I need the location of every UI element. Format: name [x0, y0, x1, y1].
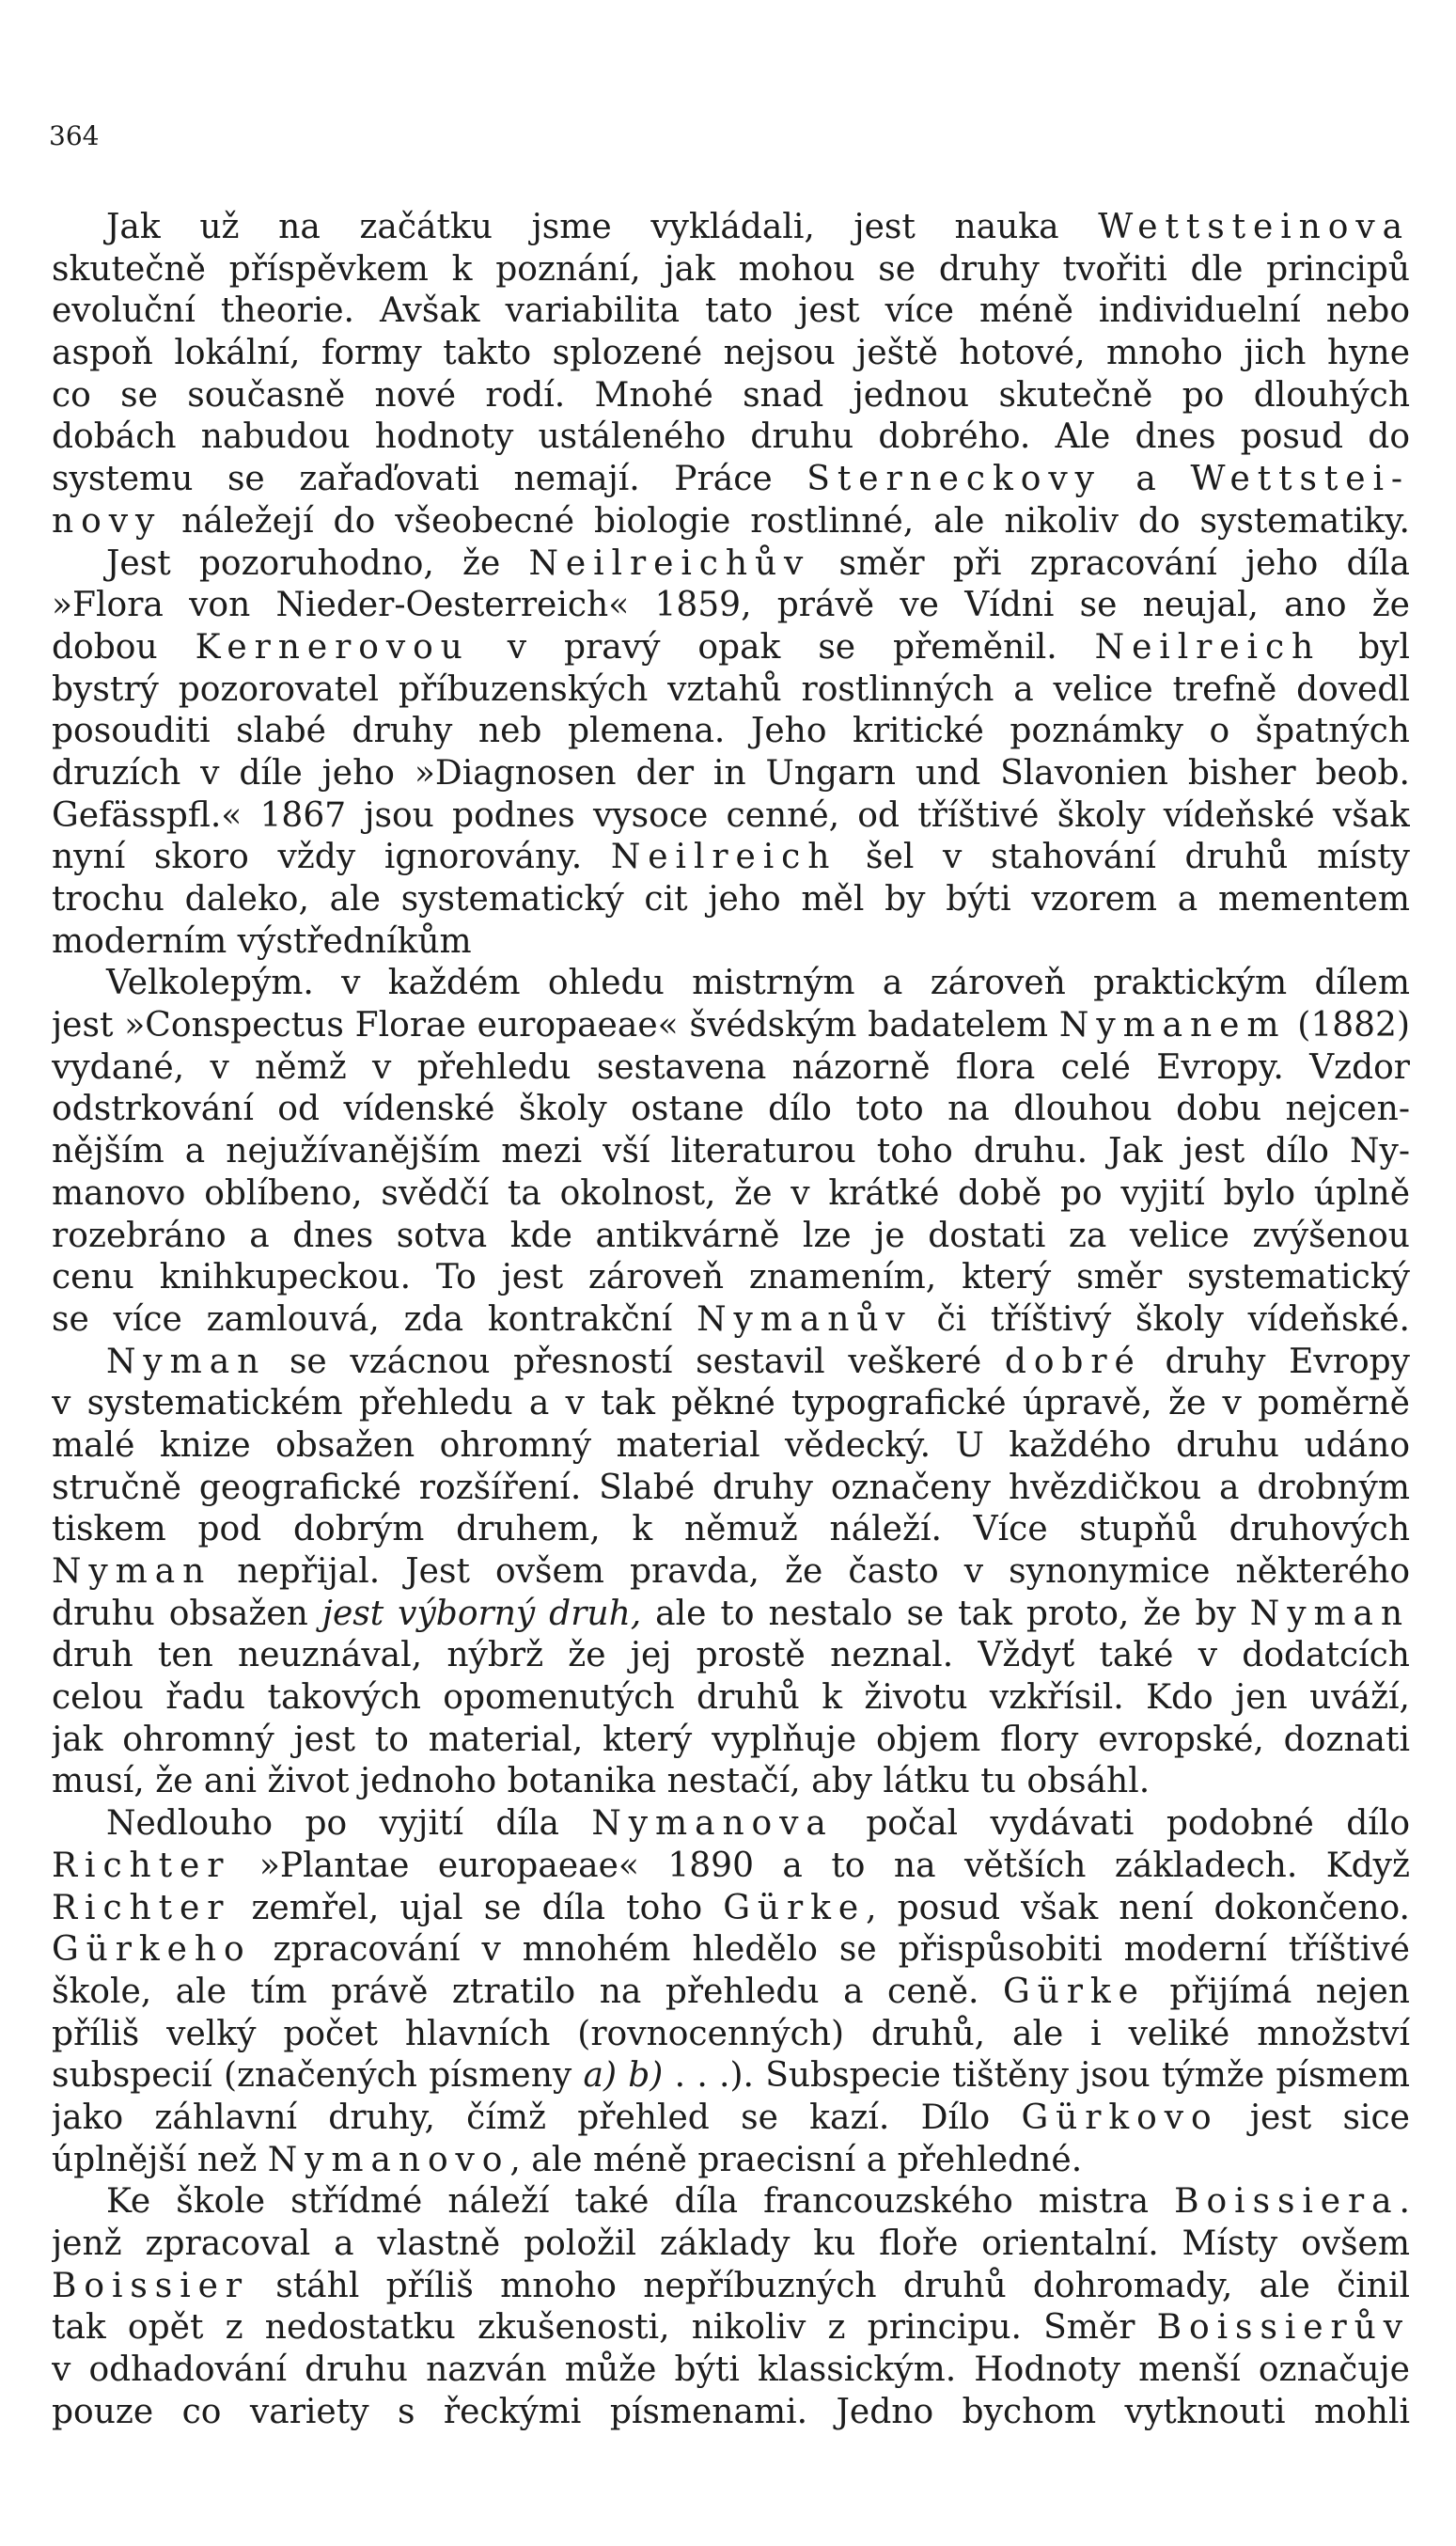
text-line [52, 585, 1410, 627]
spaced-name: Nymanův [697, 1299, 913, 1339]
text-segment: druh ten neuznával, nýbrž že jej prostě neznal. Vždyť také v dodatcích [52, 1636, 1410, 1675]
text-line [52, 1425, 1410, 1468]
spaced-name: Neilreichův [528, 543, 811, 583]
spaced-name: Nyman [1249, 1594, 1410, 1633]
text-line [52, 1509, 1410, 1551]
text-segment: dobou [52, 627, 196, 667]
text-line [52, 1173, 1410, 1216]
spaced-name: Boissierův [1156, 2308, 1410, 2348]
text-segment: ale to nestalo se tak proto, že by [641, 1594, 1250, 1633]
text-segment: druzích v díle jeho »Diagnosen der in Ungarn und Slavonien bisher beob. [52, 753, 1410, 793]
text-segment: a [1101, 460, 1191, 499]
text-segment: v pravý opak se přeměnil. [469, 627, 1095, 667]
spaced-name: Gürkeho [52, 1930, 252, 1970]
body-text [52, 207, 1410, 2433]
text-segment: Ke škole střídmé náleží také díla francouzského mistra [106, 2182, 1175, 2222]
text-line [52, 795, 1410, 838]
spaced-name: Nymanem [1058, 1006, 1287, 1045]
spaced-name: novy [52, 501, 163, 541]
text-line [52, 333, 1410, 375]
text-segment: Nedlouho po vyjití díla [106, 1804, 592, 1844]
text-segment: v systematickém přehledu a v tak pěkné typografické úpravě, že v poměrně [52, 1384, 1410, 1423]
text-segment: stručně geografické rozšíření. Slabé druhy označeny hvězdičkou a drobným [52, 1468, 1410, 1507]
spaced-name: Boissier [52, 2266, 249, 2305]
text-line [52, 1383, 1410, 1425]
text-segment: směr při zpracování jeho díla [810, 543, 1410, 583]
text-segment: Gefässpfl.« 1867 jsou podnes vysoce cenné, od tříštivé školy vídeňské však [52, 795, 1410, 835]
text-line [52, 2140, 1410, 2182]
text-segment: se více zamlouvá, zda kontrakční [52, 1299, 697, 1339]
text-segment: . [1399, 2182, 1410, 2222]
text-line [52, 543, 1410, 586]
spaced-name: Gürke [723, 1888, 867, 1927]
text-line [52, 1972, 1410, 2014]
text-segment: pouze co variety s řeckými písmenami. Jedno bychom vytknouti mohli [52, 2392, 1410, 2431]
text-line [52, 1888, 1410, 1930]
text-segment: nepřijal. Jest ovšem pravda, že často v synonymice některého [211, 1552, 1410, 1591]
text-segment: počal vydávati podobné dílo [833, 1804, 1410, 1844]
spaced-name: Richter [52, 1888, 231, 1927]
text-line [52, 1005, 1410, 1047]
text-segment: jak ohromný jest to material, který vyplňuje objem flory evropské, doznati [52, 1720, 1410, 1759]
spaced-name: Kernerovou [195, 627, 470, 667]
text-segment: . . .). Subspecie tištěny jsou týmže písmem [663, 2056, 1410, 2096]
text-segment: musí, že ani život jednoho botanika nestačí, aby látku tu obsáhl. [52, 1762, 1151, 1801]
text-line [52, 375, 1410, 417]
text-segment: bystrý pozorovatel příbuzenských vztahů rostlinných a velice trefně dovedl [52, 669, 1410, 709]
spaced-name: dobré [1004, 1342, 1142, 1381]
spaced-name: Wettsteinova [1098, 208, 1410, 246]
text-line [52, 2224, 1410, 2266]
text-segment: úplnější než [52, 2140, 268, 2179]
text-line [52, 837, 1410, 879]
text-line [52, 1677, 1410, 1720]
text-segment: jest »Conspectus Florae europaeae« švédským badatelem [52, 1006, 1059, 1045]
spaced-name: Nyman [106, 1342, 267, 1381]
text-line [52, 1635, 1410, 1677]
text-segment: vydané, v němž v přehledu sestavena názorně flora celé Evropy. Vzdor [52, 1047, 1410, 1087]
text-line [52, 2098, 1410, 2140]
text-segment: jenž zpracoval a vlastně položil základy ku floře orientalní. Místy ovšem [52, 2224, 1410, 2263]
text-line [52, 711, 1410, 753]
text-segment: dobách nabudou hodnoty ustáleného druhu dobrého. Ale dnes posud do [52, 417, 1410, 457]
text-segment: posouditi slabé druhy neb plemena. Jeho kritické poznámky o špatných [52, 712, 1410, 751]
text-line [52, 2392, 1410, 2434]
text-segment: Jest pozoruhodno, že [106, 543, 529, 583]
text-segment: systemu se zařaďovati nemají. Práce [52, 460, 807, 499]
text-segment: se vzácnou přesností sestavil veškeré [266, 1342, 1005, 1381]
text-line [52, 1761, 1410, 1803]
text-segment: byl [1321, 627, 1410, 667]
spaced-name: Nymanova [591, 1804, 834, 1844]
text-segment: Velkolepým. v každém ohledu mistrným a zároveň praktickým dílem [106, 964, 1410, 1003]
spaced-name: Wettstei- [1190, 460, 1410, 499]
italic-text: jest výborný druh, [321, 1594, 642, 1633]
spaced-name: Boissiera [1174, 2182, 1400, 2222]
text-segment: rozebráno a dnes sotva kde antikvárně lze je dostati za velice zvýšenou [52, 1216, 1410, 1255]
text-segment: stáhl příliš mnoho nepříbuzných druhů dohromady, ale činil [248, 2266, 1410, 2305]
text-segment: nějším a nejužívanějším mezi vší literaturou toho druhu. Jak jest dílo Ny- [52, 1132, 1410, 1171]
text-segment: tak opět z nedostatku zkušenosti, nikoliv z principu. Směr [52, 2308, 1157, 2348]
text-segment: aspoň lokální, formy takto splozené nejsou ještě hotové, mnoho jich hyne [52, 334, 1410, 373]
text-line [52, 2055, 1410, 2098]
text-line [52, 2181, 1410, 2224]
text-segment: tiskem pod dobrým druhem, k němuž náleží. Více stupňů druhových [52, 1510, 1410, 1549]
text-segment: , posud však není dokončeno. [866, 1888, 1410, 1927]
text-line [52, 2266, 1410, 2308]
text-line [52, 1720, 1410, 1762]
text-line [52, 1342, 1410, 1384]
text-segment: skutečně příspěvkem k poznání, jak mohou se druhy tvořiti dle principů [52, 249, 1410, 289]
text-line [52, 879, 1410, 921]
text-line [52, 291, 1410, 333]
spaced-name: Neilreich [610, 838, 838, 877]
page-number: 364 [49, 120, 100, 151]
text-line [52, 1846, 1410, 1888]
text-segment: , ale méně praecisní a přehledné. [509, 2140, 1083, 2179]
text-segment: (1882) [1286, 1006, 1410, 1045]
text-line [52, 2014, 1410, 2056]
text-line [52, 207, 1410, 249]
text-line [52, 501, 1410, 543]
text-segment: šel v stahování druhů místy [837, 838, 1410, 877]
text-segment: příliš velký počet hlavních (rovnocenných) druhů, ale i veliké množství [52, 2014, 1410, 2053]
text-line [52, 921, 1410, 964]
text-segment: přijímá nejen [1145, 1972, 1410, 2011]
text-line [52, 2307, 1410, 2350]
text-segment: škole, ale tím právě ztratilo na přehledu a ceně. [52, 1972, 1003, 2011]
text-segment: manovo oblíbeno, svědčí ta okolnost, že v krátké době po vyjití bylo úplně [52, 1173, 1410, 1213]
text-segment: celou řadu takových opomenutých druhů k životu vzkřísil. Kdo jen uváží, [52, 1678, 1410, 1718]
text-line [52, 1216, 1410, 1258]
text-segment: cenu knihkupeckou. To jest zároveň znamením, který směr systematický [52, 1258, 1410, 1297]
text-line [52, 963, 1410, 1005]
text-segment: druhy Evropy [1141, 1342, 1410, 1381]
spaced-name: Richter [52, 1846, 231, 1885]
text-segment: trochu daleko, ale systematický cit jeho měl by býti vzorem a mementem [52, 880, 1410, 919]
text-segment: náležejí do všeobecné biologie rostlinné, ale nikoliv do systematiky. [162, 501, 1410, 541]
text-line [52, 1468, 1410, 1510]
spaced-name: Neilreich [1094, 627, 1322, 667]
text-line [52, 459, 1410, 501]
text-segment: »Flora von Nieder-Oesterreich« 1859, právě ve Vídni se neujal, ano že [52, 586, 1410, 625]
italic-text: a) b) [583, 2056, 664, 2096]
spaced-name: Sterneckovy [806, 460, 1102, 499]
text-line [52, 669, 1410, 712]
spaced-name: Gürkovo [1021, 2098, 1219, 2137]
text-segment: »Plantae europaeae« 1890 a to na větších základech. Když [230, 1846, 1410, 1885]
text-line [52, 1131, 1410, 1173]
text-segment: druhu obsažen [52, 1594, 322, 1633]
spaced-name: Nymanovo [267, 2140, 510, 2179]
text-line [52, 1257, 1410, 1299]
text-segment: Jak už na začátku jsme vykládali, jest nauka [106, 208, 1099, 246]
text-segment: malé knize obsažen ohromný material vědecký. U každého druhu udáno [52, 1425, 1410, 1465]
text-line [52, 1803, 1410, 1846]
text-line [52, 1594, 1410, 1636]
spaced-name: Gürke [1002, 1972, 1146, 2011]
text-line [52, 249, 1410, 291]
text-segment: zemřel, ujal se díla toho [230, 1888, 724, 1927]
text-line [52, 1089, 1410, 1131]
spaced-name: Nyman [52, 1552, 212, 1591]
text-segment: či tříštivý školy vídeňské. [912, 1299, 1410, 1339]
text-line [52, 2350, 1410, 2392]
text-segment: moderním výstředníkům [52, 921, 472, 961]
text-segment: odstrkování od vídenské školy ostane dílo toto na dlouhou dobu nejcen- [52, 1090, 1410, 1129]
text-segment: jest sice [1218, 2098, 1410, 2137]
text-line [52, 1929, 1410, 1972]
text-segment: zpracování v mnohém hledělo se přispůsobiti moderní tříštivé [251, 1930, 1410, 1970]
text-segment: jako záhlavní druhy, čímž přehled se kazí. Dílo [52, 2098, 1022, 2137]
text-segment: subspecií (značených písmeny [52, 2056, 584, 2096]
text-segment: co se současně nové rodí. Mnohé snad jednou skutečně po dlouhých [52, 375, 1410, 415]
text-line [52, 416, 1410, 459]
text-line [52, 1047, 1410, 1090]
text-segment: v odhadování druhu nazván může býti klassickým. Hodnoty menší označuje [52, 2350, 1410, 2390]
text-segment: evoluční theorie. Avšak variabilita tato jest více méně individuelní nebo [52, 291, 1410, 331]
text-line [52, 627, 1410, 669]
text-line [52, 1551, 1410, 1594]
text-line [52, 753, 1410, 795]
text-segment: nyní skoro vždy ignorovány. [52, 838, 611, 877]
text-line [52, 1299, 1410, 1342]
